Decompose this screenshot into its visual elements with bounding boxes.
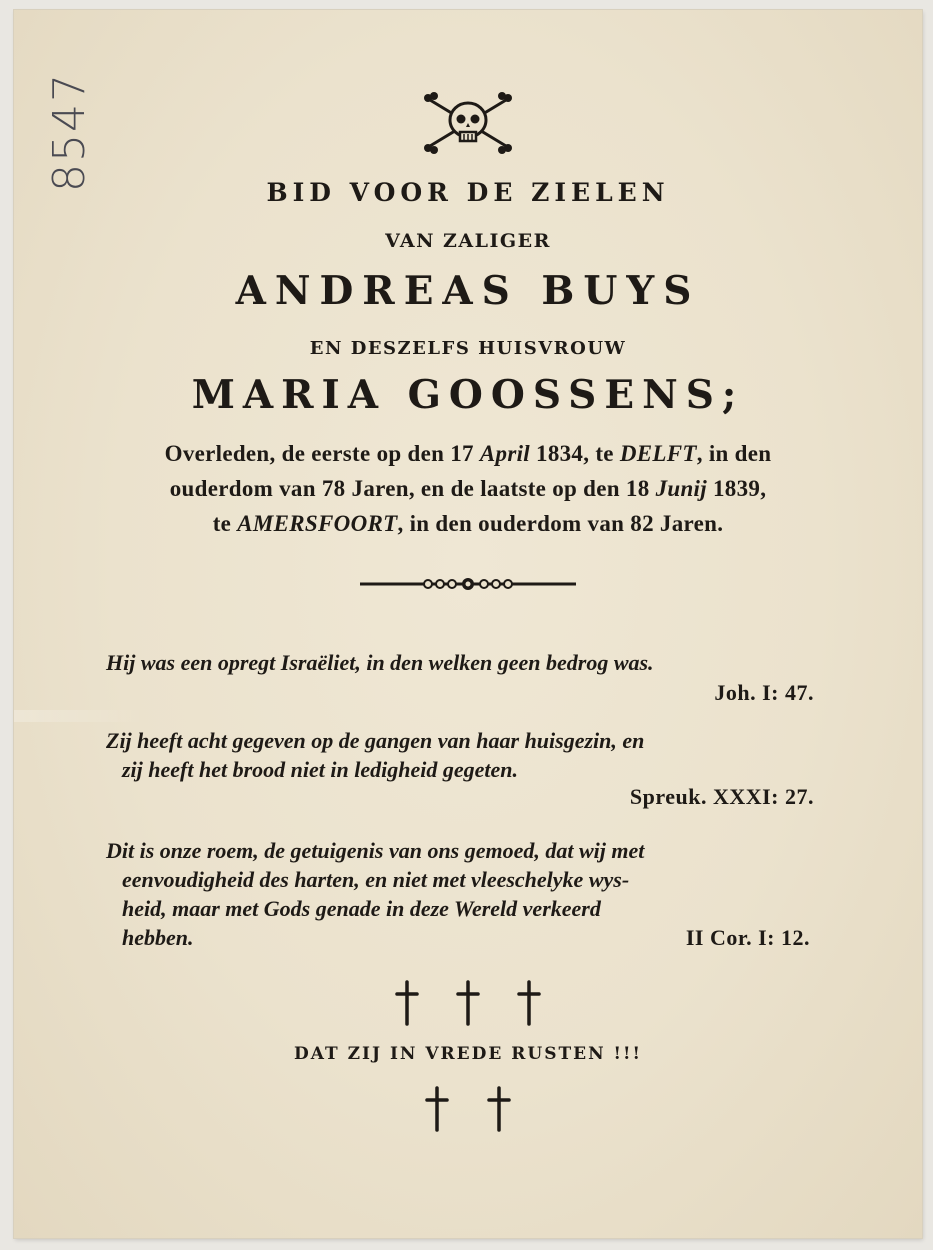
details-place: AMERSFOORT <box>237 511 398 536</box>
details-text: Overleden, de eerste op den 17 <box>164 441 480 466</box>
deceased-name-2: MARIA GOOSSENS; <box>191 372 745 418</box>
heading-line-1: BID VOOR DE ZIELEN <box>266 178 670 207</box>
closing-text: DAT ZIJ IN VREDE RUSTEN !!! <box>294 1044 642 1064</box>
details-text: 1839, <box>706 476 767 501</box>
memorial-card <box>14 10 922 1238</box>
details-place: DELFT <box>619 441 697 466</box>
details-line-3 <box>14 506 922 541</box>
quote-3-line-4: hebben. <box>122 925 194 950</box>
cross-icon <box>486 1086 512 1132</box>
details-month: April <box>479 441 530 466</box>
quote-1-reference: Joh. I: 47. <box>714 680 814 705</box>
cross-icon <box>516 980 542 1026</box>
deceased-name-1: ANDREAS BUYS <box>235 268 701 314</box>
details-text: , in den <box>696 441 772 466</box>
heading-line-3: EN DESZELFS HUISVROUW <box>309 338 627 359</box>
cross-icon <box>455 980 481 1026</box>
quote-3-line-2: eenvoudigheid des harten, en niet met vleeschelyke wys- <box>122 867 630 892</box>
heading-line-2: VAN ZALIGER <box>385 230 551 252</box>
details-text: te <box>212 511 238 536</box>
quote-2-line-2: zij heeft het brood niet in ledigheid gegeten. <box>122 757 518 782</box>
cross-icon <box>394 980 420 1026</box>
quote-3-line-1: Dit is onze roem, de getuigenis van ons gemoed, dat wij met <box>106 838 645 863</box>
details-text: ouderdom van 78 Jaren, en de laatste op den 18 <box>169 476 656 501</box>
quote-2 <box>106 726 840 784</box>
inventory-number: 8547 <box>44 72 95 192</box>
death-details <box>14 436 922 541</box>
quote-1: Hij was een opregt Israëliet, in den welken geen bedrog was. <box>106 650 654 675</box>
ornamental-divider-icon <box>14 576 922 596</box>
quote-3 <box>106 836 840 923</box>
quote-2-reference: Spreuk. XXXI: 27. <box>629 784 814 809</box>
quote-2-line-1: Zij heeft acht gegeven op de gangen van haar huisgezin, en <box>106 728 645 753</box>
details-line-1 <box>14 436 922 471</box>
quote-3-line-3: heid, maar met Gods genade in deze Wereld verkeerd <box>122 896 601 921</box>
details-text: 1834, te <box>529 441 620 466</box>
quote-3-reference: II Cor. I: 12. <box>685 925 810 950</box>
paper-fold <box>14 710 144 722</box>
details-line-2 <box>14 471 922 506</box>
details-month: Junij <box>655 476 707 501</box>
cross-row-1 <box>14 980 922 1030</box>
cross-icon <box>424 1086 450 1132</box>
cross-row-2 <box>14 1086 922 1136</box>
skull-crossbones-icon <box>14 92 922 158</box>
details-text: , in den ouderdom van 82 Jaren. <box>397 511 724 536</box>
